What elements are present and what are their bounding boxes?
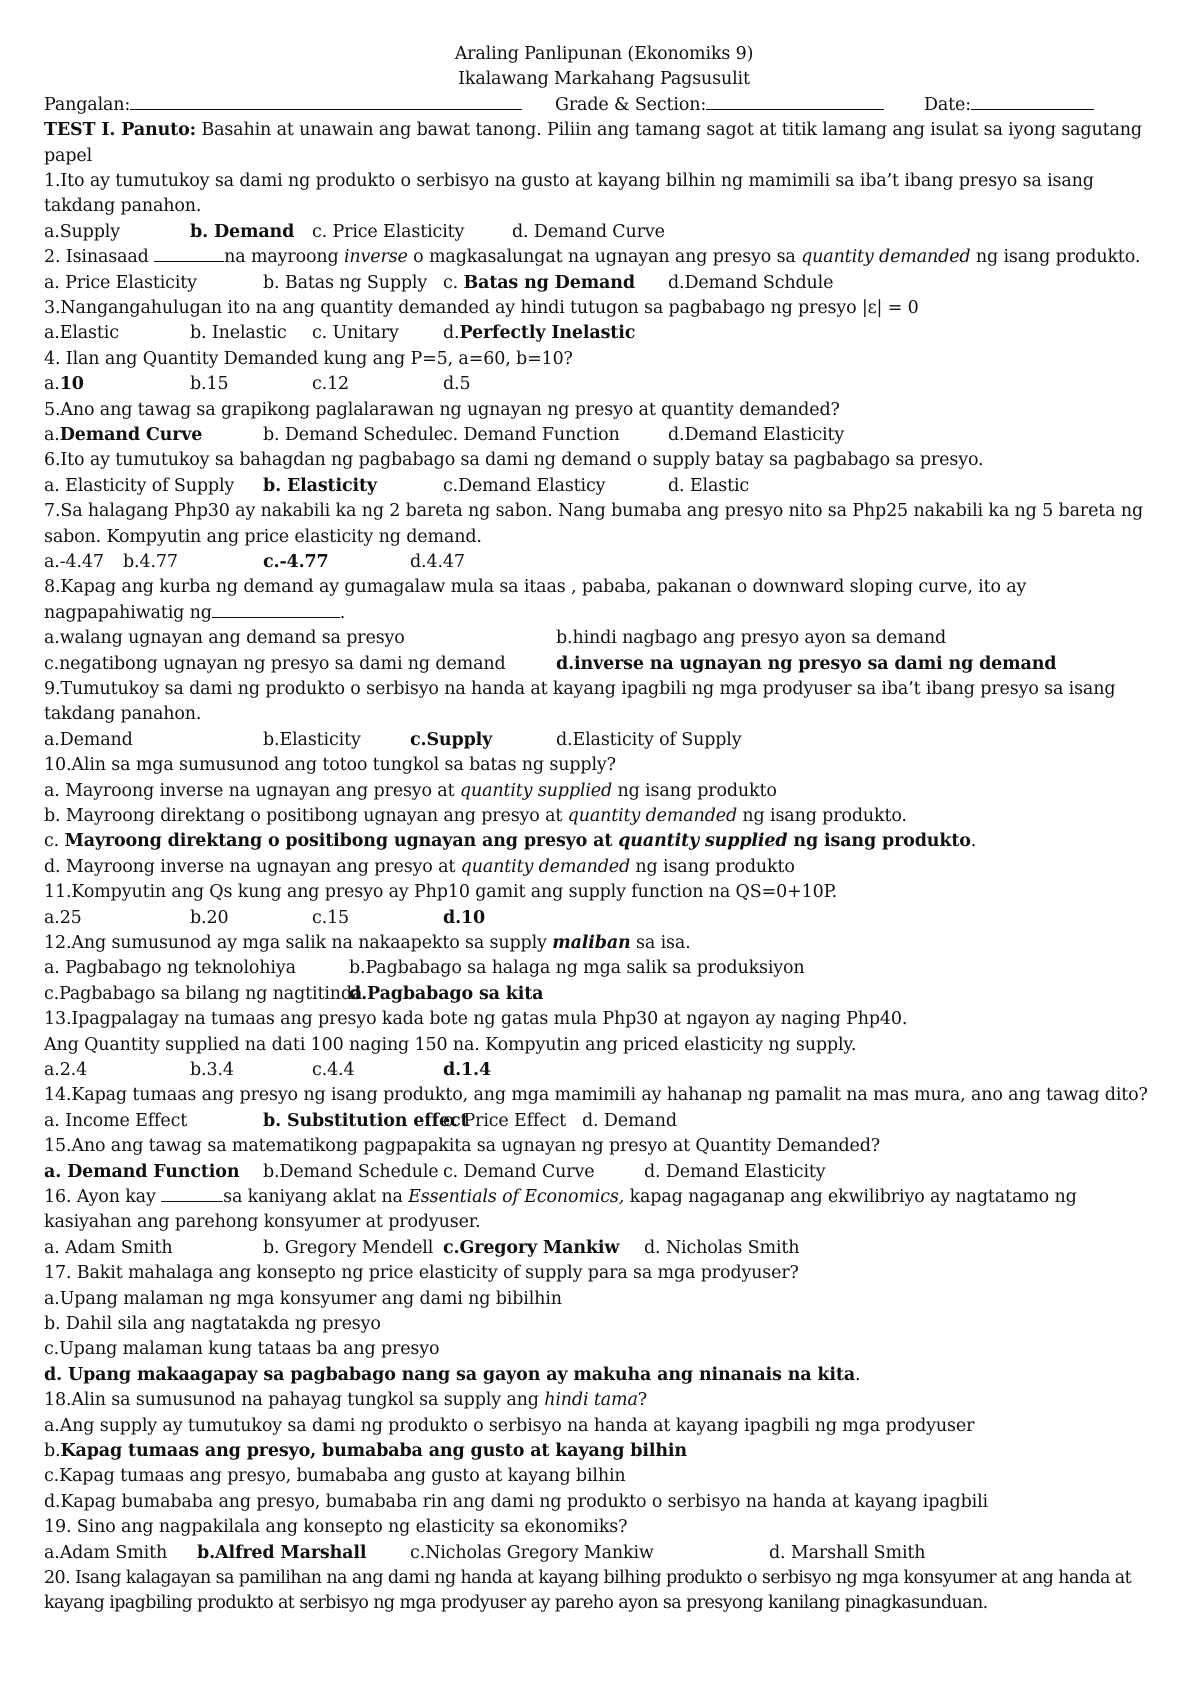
q1-options [44, 220, 1164, 245]
name-label: Pangalan: [44, 94, 131, 115]
exam-subtitle: Ikalawang Markahang Pagsusulit [458, 69, 750, 90]
q12-options-ab [44, 956, 1164, 981]
q13-option-a: a.2.4 [44, 1060, 88, 1081]
q18-option-b: b.Kapag tumaas ang presyo, bumababa ang gusto at kayang bilhin [44, 1441, 688, 1462]
q9-option-b: b.Elasticity [263, 729, 361, 750]
question-17: 17. Bakit mahalaga ang konsepto ng price elasticity of supply para sa mga prodyuser? [44, 1263, 799, 1284]
q4-option-b: b.15 [190, 374, 229, 395]
question-14: 14.Kapag tumaas ang presyo ng isang produkto, ang mga mamimili ay hahanap ng pamalit na mas mura, ano ang tawag dito? [44, 1085, 1148, 1106]
grade-field [555, 93, 884, 118]
q1-option-b: b. Demand [190, 221, 295, 242]
q7-options [44, 550, 1164, 575]
q2-option-a: a. Price Elasticity [44, 272, 197, 293]
q15-option-c: c. Demand Curve [443, 1161, 595, 1182]
question-6: 6.Ito ay tumutukoy sa bahagdan ng pagbabago sa dami ng demand o supply batay sa pagbabago sa presyo. [44, 450, 984, 471]
q13-option-b: b.3.4 [190, 1060, 234, 1081]
q6-option-c: c.Demand Elasticy [443, 475, 606, 496]
q6-options [44, 474, 1164, 499]
q14-option-b: b. Substitution effect [263, 1110, 469, 1131]
q11-option-a: a.25 [44, 907, 82, 928]
q5-options [44, 423, 1164, 448]
name-field [44, 93, 522, 118]
q12-option-a: a. Pagbabago ng teknolohiya [44, 958, 296, 979]
q7-option-a: a.-4.47 [44, 552, 104, 573]
q17-option-b: b. Dahil sila ang nagtatakda ng presyo [44, 1314, 381, 1335]
q13-options [44, 1058, 1164, 1083]
exam-title: Araling Panlipunan (Ekonomiks 9) [454, 44, 754, 64]
q19-option-d: d. Marshall Smith [769, 1542, 926, 1563]
question-2: 2. Isinasaad na mayroong inverse o magkasalungat na ugnayan ang presyo sa quantity demanded ng isang produkto. [44, 247, 1141, 268]
question-18: 18.Alin sa sumusunod na pahayag tungkol sa supply ang hindi tama? [44, 1390, 647, 1411]
date-blank [971, 93, 1094, 110]
question-7: 7.Sa halagang Php30 ay nakabili ka ng 2 bareta ng sabon. Nang bumaba ang presyo nito sa Php25 nakabili ka ng 5 bareta ng sabon. Kompyutin ang price elasticity ng demand. [44, 501, 1144, 547]
q19-option-c: c.Nicholas Gregory Mankiw [410, 1542, 654, 1563]
question-16: 16. Ayon kay sa kaniyang aklat na Essentials of Economics, kapag nagaganap ang ekwilibriyo ay nagtatamo ng kasiyahan ang parehong konsyumer at prodyuser. [44, 1187, 1077, 1233]
q17-option-c: c.Upang malaman kung tataas ba ang presyo [44, 1339, 440, 1360]
q12-option-c: c.Pagbabago sa bilang ng nagtitinda [44, 983, 363, 1004]
q5-option-b: b. Demand Schedule [263, 425, 444, 446]
q13-option-c: c.4.4 [312, 1060, 355, 1081]
q19-options [44, 1541, 1164, 1566]
q10-option-b: b. Mayroong direktang o positibong ugnayan ang presyo at quantity demanded ng isang produkto. [44, 806, 907, 827]
q18-option-d: d.Kapag bumababa ang presyo, bumababa rin ang dami ng produkto o serbisyo na handa at kayang ipagbili [44, 1491, 988, 1512]
q15-option-a: a. Demand Function [44, 1161, 240, 1182]
question-11: 11.Kompyutin ang Qs kung ang presyo ay Php10 gamit ang supply function na QS=0+10P. [44, 882, 838, 903]
q10-option-c: c. Mayroong direktang o positibong ugnayan ang presyo at quantity supplied ng isang produkto. [44, 831, 977, 852]
question-8-cont: nagpapahiwatig ng . [44, 602, 346, 623]
q3-option-b: b. Inelastic [190, 323, 287, 344]
q8-blank [212, 601, 340, 618]
test-instructions [44, 118, 1164, 169]
q15-option-d: d. Demand Elasticity [644, 1161, 826, 1182]
instructions-text: Basahin at unawain ang bawat tanong. Piliin ang tamang sagot at titik lamang ang isulat sa iyong sagutang papel [44, 120, 1142, 166]
q3-option-a: a.Elastic [44, 323, 119, 344]
question-13: 13.Ipagpalagay na tumaas ang presyo kada bote ng gatas mula Php30 at ngayon ay naging Php40. [44, 1009, 908, 1030]
question-13-cont: Ang Quantity supplied na dati 100 naging 150 na. Kompyutin ang priced elasticity ng supply. [44, 1034, 857, 1055]
q17-option-a: a.Upang malaman ng mga konsyumer ang dami ng bibilhin [44, 1288, 562, 1309]
date-field [924, 93, 1094, 118]
q1-option-d: d. Demand Curve [512, 221, 665, 242]
question-9: 9.Tumutukoy sa dami ng produkto o serbisyo na handa at kayang ipagbili ng mga prodyuser sa iba’t ibang presyo sa isang takdang panahon. [44, 679, 1116, 725]
q19-option-b: b.Alfred Marshall [197, 1542, 367, 1563]
q1-option-a: a.Supply [44, 221, 120, 242]
question-15: 15.Ano ang tawag sa matematikong pagpapakita sa ugnayan ng presyo at Quantity Demanded? [44, 1136, 880, 1157]
q3-option-d: d.Perfectly Inelastic [443, 323, 636, 344]
q8-option-a: a.walang ugnayan ang demand sa presyo [44, 628, 405, 649]
q8-option-d: d.inverse na ugnayan ng presyo sa dami ng demand [556, 653, 1057, 674]
q11-option-d: d.10 [443, 907, 486, 928]
q2-option-c: c. Batas ng Demand [443, 272, 635, 293]
question-4: 4. Ilan ang Quantity Demanded kung ang P=5, a=60, b=10? [44, 348, 573, 369]
q2-option-d: d.Demand Schdule [668, 272, 834, 293]
q2-options [44, 271, 1164, 296]
q18-option-a: a.Ang supply ay tumutukoy sa dami ng produkto o serbisyo na handa at kayang ipagbili ng mga prodyuser [44, 1415, 975, 1436]
q16-options [44, 1236, 1164, 1261]
question-1: 1.Ito ay tumutukoy sa dami ng produkto o serbisyo na gusto at kayang bilhin ng mamimili sa iba’t ibang presyo sa isang takdang panahon. [44, 171, 1094, 217]
q14-option-d: d. Demand [582, 1110, 677, 1131]
question-12: 12.Ang sumusunod ay mga salik na nakaapekto sa supply maliban sa isa. [44, 933, 691, 954]
q4-option-c: c.12 [312, 374, 350, 395]
q5-option-a: a.Demand Curve [44, 425, 203, 446]
q13-option-d: d.1.4 [443, 1060, 492, 1081]
q9-option-a: a.Demand [44, 729, 133, 750]
q3-options [44, 321, 1164, 346]
q11-option-c: c.15 [312, 907, 350, 928]
q14-option-a: a. Income Effect [44, 1110, 188, 1131]
q7-option-d: d.4.47 [410, 552, 465, 573]
grade-label: Grade & Section: [555, 94, 707, 115]
q14-option-c: c. Price Effect [443, 1110, 567, 1131]
q12-option-b: b.Pagbabago sa halaga ng mga salik sa produksiyon [349, 958, 805, 979]
q18-option-c: c.Kapag tumaas ang presyo, bumababa ang gusto at kayang bilhin [44, 1466, 626, 1487]
q4-option-a: a.10 [44, 374, 84, 395]
q8-option-c: c.negatibong ugnayan ng presyo sa dami ng demand [44, 653, 506, 674]
q6-option-d: d. Elastic [668, 475, 750, 496]
exam-page [44, 42, 1164, 1617]
q9-option-c: c.Supply [410, 729, 493, 750]
q6-option-b: b. Elasticity [263, 475, 377, 496]
q8-options-cd [44, 652, 1164, 677]
q7-option-b: b.4.77 [123, 552, 178, 573]
q12-options-cd [44, 982, 1164, 1007]
q8-options-ab [44, 626, 1164, 651]
test-label: TEST I. Panuto: [44, 120, 196, 141]
q9-options [44, 728, 1164, 753]
q14-options [44, 1109, 1164, 1134]
q11-options [44, 906, 1164, 931]
q5-option-c: c. Demand Function [443, 425, 620, 446]
q15-options [44, 1160, 1164, 1185]
q1-option-c: c. Price Elasticity [312, 221, 465, 242]
q6-option-a: a. Elasticity of Supply [44, 475, 235, 496]
q5-option-d: d.Demand Elasticity [668, 425, 845, 446]
q17-option-d: d. Upang makaagapay sa pagbabago nang sa gayon ay makuha ang ninanais na kita. [44, 1364, 861, 1385]
q16-option-d: d. Nicholas Smith [644, 1237, 800, 1258]
q16-option-c: c.Gregory Mankiw [443, 1237, 620, 1258]
q2-blank [154, 245, 224, 262]
q4-options [44, 372, 1164, 397]
q4-option-d: d.5 [443, 374, 471, 395]
q19-option-a: a.Adam Smith [44, 1542, 168, 1563]
q11-option-b: b.20 [190, 907, 229, 928]
question-10: 10.Alin sa mga sumusunod ang totoo tungkol sa batas ng supply? [44, 755, 616, 776]
q10-option-a: a. Mayroong inverse na ugnayan ang presyo at quantity supplied ng isang produkto [44, 780, 777, 801]
q10-option-d: d. Mayroong inverse na ugnayan ang presyo at quantity demanded ng isang produkto [44, 856, 795, 877]
question-20: 20. Isang kalagayan sa pamilihan na ang dami ng handa at kayang bilhing produkto o serbisyo ng mga konsyumer at ang handa at kayang ipagbiling produkto at serbisyo ng mga prodyuser ay pareho ayon sa presyong kanilang pinagkasunduan. [44, 1568, 1132, 1614]
q8-option-b: b.hindi nagbago ang presyo ayon sa demand [556, 628, 947, 649]
student-info-row [44, 93, 1164, 118]
q3-option-c: c. Unitary [312, 323, 399, 344]
q15-option-b: b.Demand Schedule [263, 1161, 439, 1182]
date-label: Date: [924, 94, 971, 115]
question-5: 5.Ano ang tawag sa grapikong paglalarawan ng ugnayan ng presyo at quantity demanded? [44, 399, 840, 420]
q12-option-d: d.Pagbabago sa kita [349, 983, 544, 1004]
name-blank [130, 93, 522, 110]
q2-option-b: b. Batas ng Supply [263, 272, 428, 293]
grade-blank [706, 93, 884, 110]
question-3: 3.Nangangahulugan ito na ang quantity demanded ay hindi tutugon sa pagbabago ng presyo |ε| = 0 [44, 298, 919, 319]
q16-option-b: b. Gregory Mendell [263, 1237, 434, 1258]
q9-option-d: d.Elasticity of Supply [556, 729, 742, 750]
q16-blank [161, 1185, 223, 1202]
q16-option-a: a. Adam Smith [44, 1237, 173, 1258]
q7-option-c: c.-4.77 [263, 552, 329, 573]
question-8: 8.Kapag ang kurba ng demand ay gumagalaw mula sa itaas , pababa, pakanan o downward sloping curve, ito ay [44, 577, 1027, 598]
question-19: 19. Sino ang nagpakilala ang konsepto ng elasticity sa ekonomiks? [44, 1517, 628, 1538]
